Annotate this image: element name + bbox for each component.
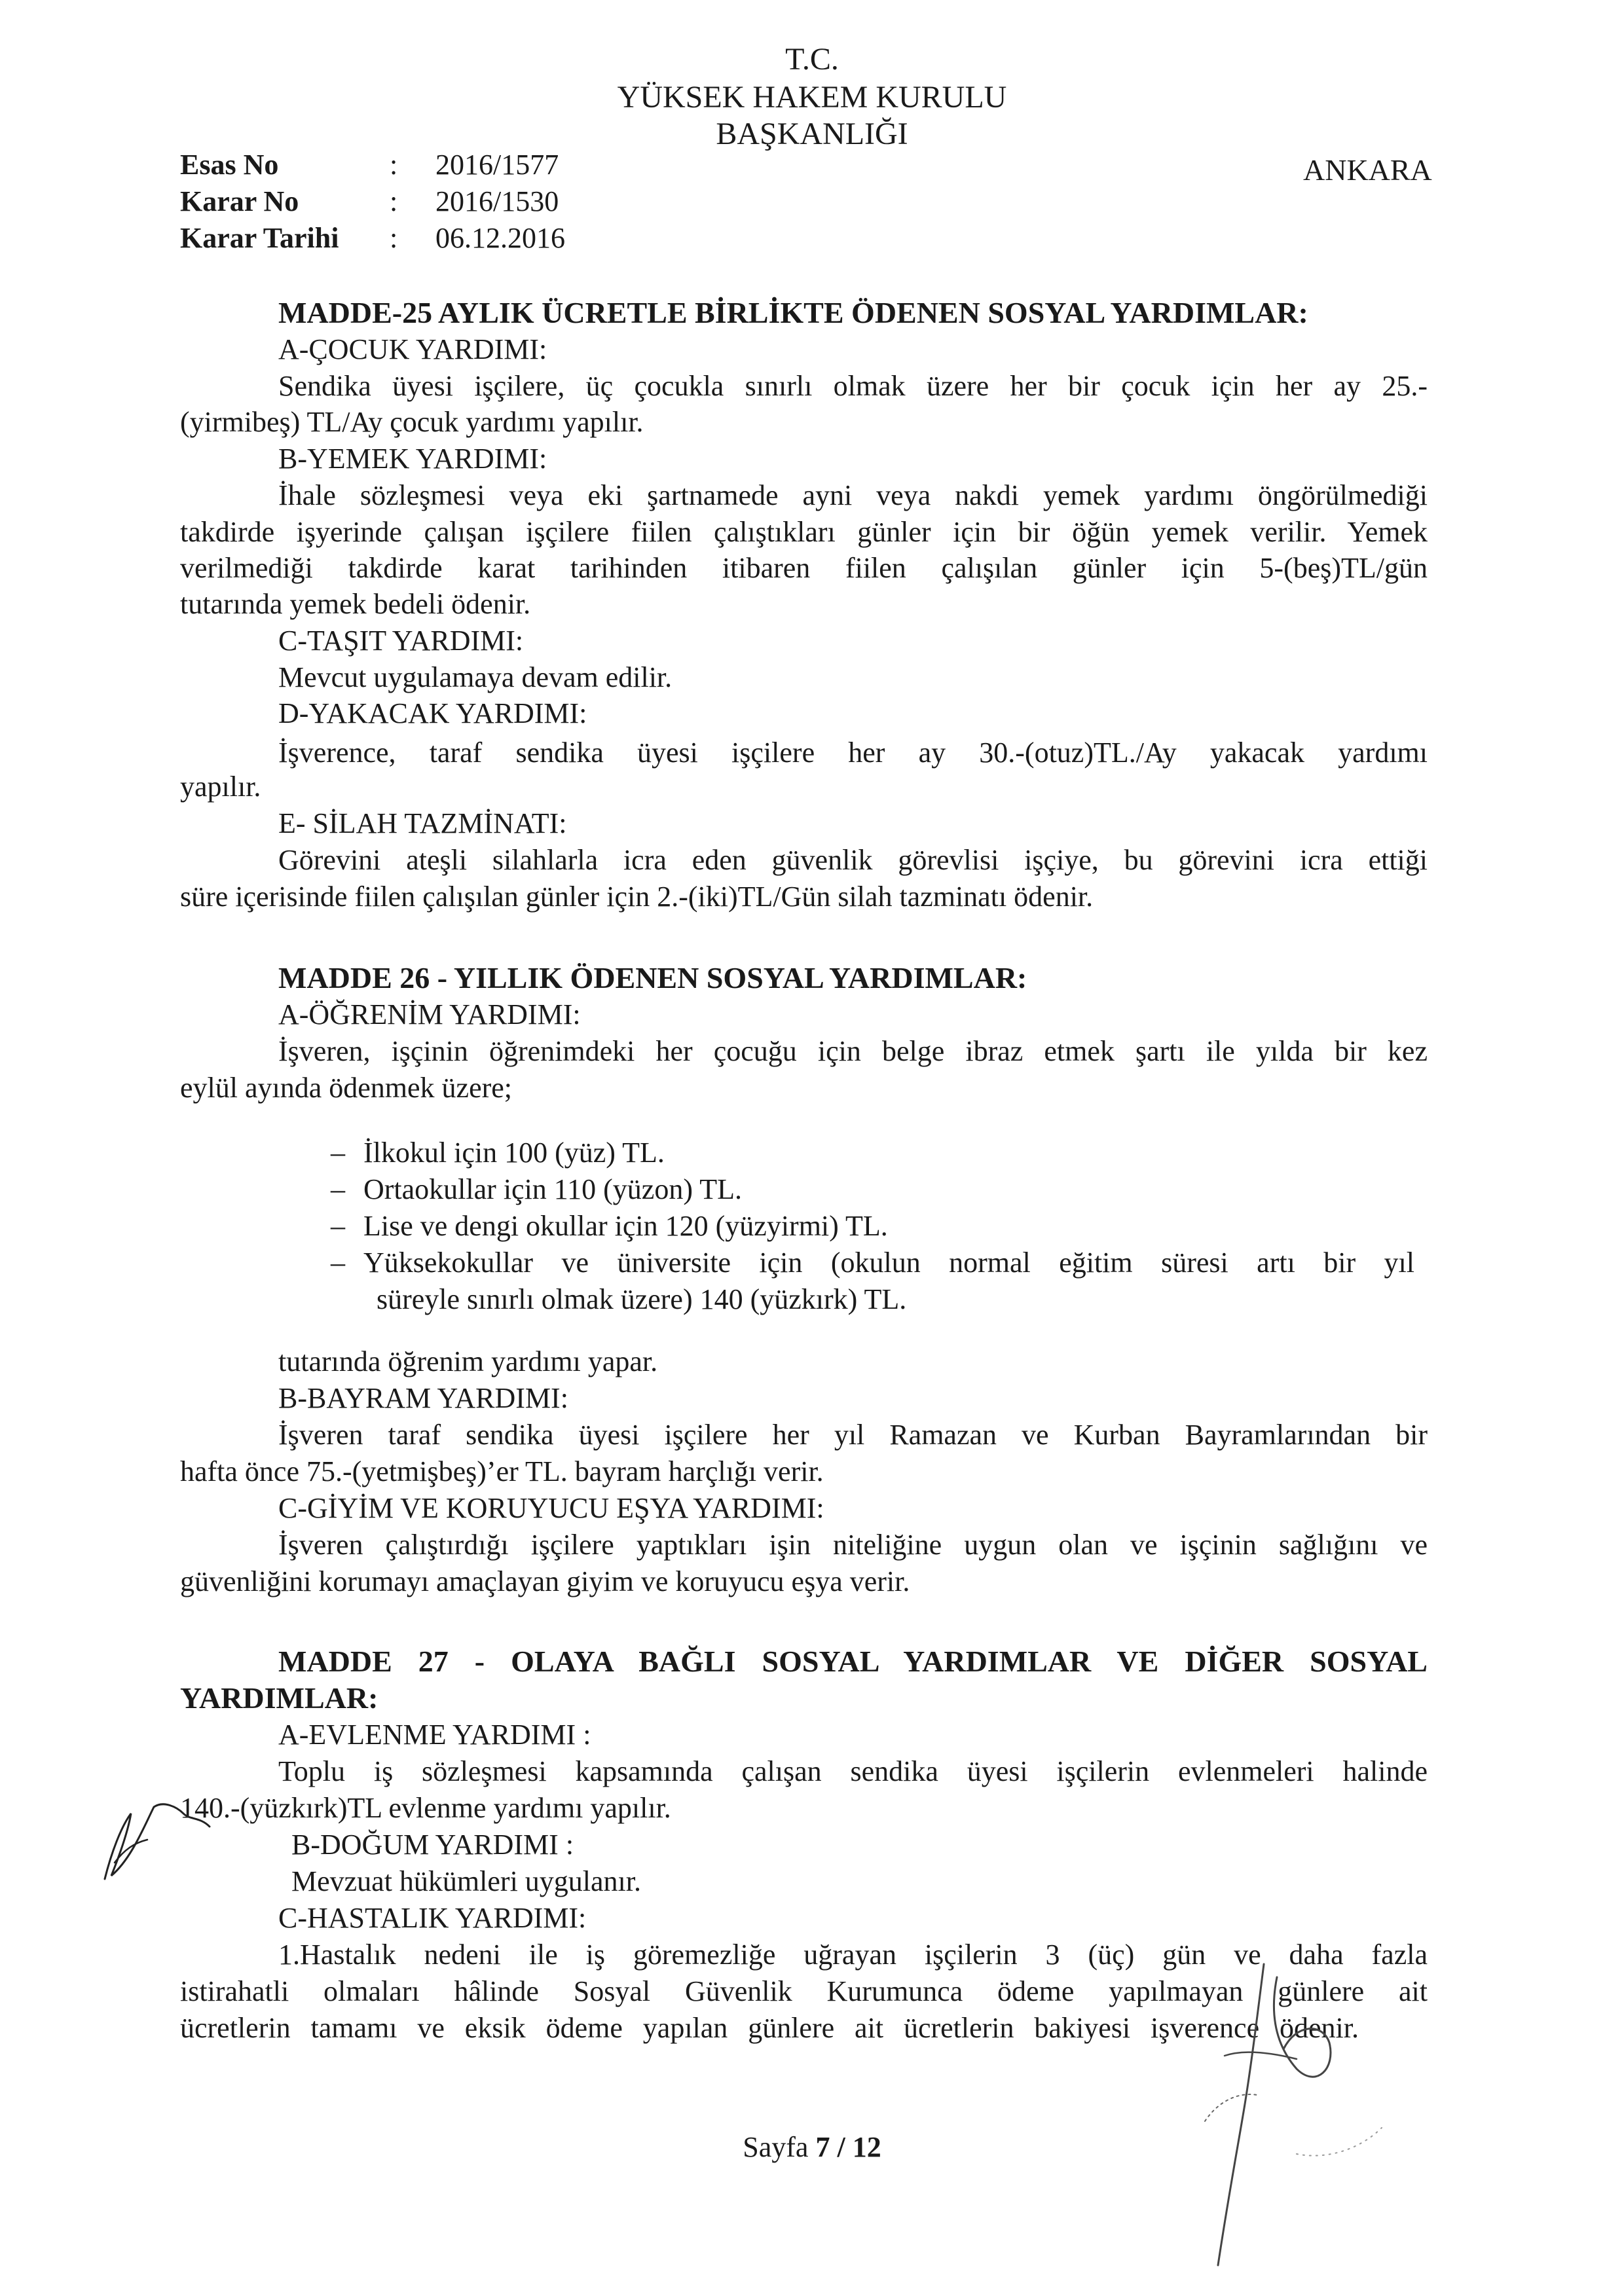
m26-a-title: A-ÖĞRENİM YARDIMI: <box>278 998 581 1030</box>
madde-25-heading: MADDE-25 AYLIK ÜCRETLE BİRLİKTE ÖDENEN SOSYAL YARDIMLAR: <box>278 296 1308 329</box>
m25-c-line1: Mevcut uygulamaya devam edilir. <box>278 661 673 693</box>
header-tc: T.C. <box>785 42 839 77</box>
madde-26-heading: MADDE 26 - YILLIK ÖDENEN SOSYAL YARDIMLAR: <box>278 961 1027 994</box>
m27-b-title: B-DOĞUM YARDIMI : <box>291 1829 574 1861</box>
header-institution: YÜKSEK HAKEM KURULU <box>617 80 1007 115</box>
meta-tarih-value: 06.12.2016 <box>435 222 565 254</box>
meta-esas-label: Esas No <box>180 149 279 181</box>
list-item: – Ortaokullar için 110 (yüzon) TL. <box>331 1173 742 1205</box>
m27-a-line2: 140.-(yüzkırk)TL evlenme yardımı yapılır. <box>180 1792 671 1824</box>
m26-b-line2: hafta önce 75.-(yetmişbeş)’er TL. bayram harçlığı verir. <box>180 1455 824 1487</box>
m27-a-line1: Toplu iş sözleşmesi kapsamında çalışan sendika üyesi işçilerin evlenmeleri halinde <box>278 1755 1428 1787</box>
m26-c-line1: İşveren çalıştırdığı işçilere yaptıkları işin niteliğine uygun olan ve işçinin sağlığını ve <box>278 1529 1428 1561</box>
m27-a-title: A-EVLENME YARDIMI : <box>278 1719 591 1751</box>
m25-d-line2: yapılır. <box>180 771 261 803</box>
m26-c-title: C-GİYİM VE KORUYUCU EŞYA YARDIMI: <box>278 1492 824 1524</box>
meta-colon: : <box>390 185 398 217</box>
meta-karar-row <box>180 183 559 220</box>
meta-esas-row <box>180 147 559 183</box>
m25-b-line2: takdirde işyerinde çalışan işçilere fiilen çalıştıkları günler için bir öğün yemek verilir. Yemek <box>180 516 1428 548</box>
madde-27-heading-line2: YARDIMLAR: <box>180 1681 378 1715</box>
m25-a-title: A-ÇOCUK YARDIMI: <box>278 333 547 365</box>
meta-karar-value: 2016/1530 <box>435 185 559 217</box>
m25-e-title: E- SİLAH TAZMİNATI: <box>278 807 567 839</box>
m26-a-line1: İşveren, işçinin öğrenimdeki her çocuğu için belge ibraz etmek şartı ile yılda bir kez <box>278 1035 1428 1067</box>
m25-b-line1: İhale sözleşmesi veya eki şartnamede ayni veya nakdi yemek yardımı öngörülmediği <box>278 479 1428 511</box>
header-city: ANKARA <box>1303 153 1432 187</box>
m25-d-title: D-YAKACAK YARDIMI: <box>278 697 587 729</box>
handwritten-initials-left <box>92 1787 223 1886</box>
m26-a-after: tutarında öğrenim yardımı yapar. <box>278 1345 658 1377</box>
m25-a-line2: (yirmibeş) TL/Ay çocuk yardımı yapılır. <box>180 406 644 438</box>
list-item: – Lise ve dengi okullar için 120 (yüzyirmi) TL. <box>331 1210 888 1242</box>
m25-b-line3: verilmediği takdirde karat tarihinden itibaren fiilen çalışılan günler için 5-(beş)TL/gün <box>180 552 1428 584</box>
list-item: – Yüksekokullar ve üniversite için (okulun normal eğitim süresi artı bir yıl <box>331 1247 1414 1279</box>
page-number: Sayfa 7 / 12 <box>743 2131 881 2163</box>
m27-c-line1: 1.Hastalık nedeni ile iş göremezliğe uğrayan işçilerin 3 (üç) gün ve daha fazla <box>278 1939 1428 1971</box>
meta-karar-label: Karar No <box>180 185 299 217</box>
m25-b-line4: tutarında yemek bedeli ödenir. <box>180 588 531 620</box>
m25-b-title: B-YEMEK YARDIMI: <box>278 443 547 475</box>
meta-tarih-label: Karar Tarihi <box>180 222 339 254</box>
m25-e-line1: Görevini ateşli silahlarla icra eden güvenlik görevlisi işçiye, bu görevini icra ettiği <box>278 844 1428 876</box>
m25-a-line1: Sendika üyesi işçilere, üç çocukla sınırlı olmak üzere her bir çocuk için her ay 25.- <box>278 370 1428 402</box>
handwritten-signature <box>1166 1938 1428 2278</box>
m26-c-line2: güvenliğini korumayı amaçlayan giyim ve koruyucu eşya verir. <box>180 1565 910 1597</box>
m27-c-line3: ücretlerin tamamı ve eksik ödeme yapılan günlere ait ücretlerin bakiyesi işverence ödenir. <box>180 2012 1359 2044</box>
meta-tarih-row <box>180 220 565 257</box>
m25-e-line2: süre içerisinde fiilen çalışılan günler için 2.-(iki)TL/Gün silah tazminatı ödenir. <box>180 881 1094 913</box>
meta-esas-value: 2016/1577 <box>435 149 559 181</box>
header-presidency: BAŞKANLIĞI <box>716 117 908 151</box>
m27-c-line2: istirahatli olmaları hâlinde Sosyal Güvenlik Kurumunca ödeme yapılmayan günlere ait <box>180 1975 1428 2007</box>
m27-c-title: C-HASTALIK YARDIMI: <box>278 1902 587 1934</box>
m26-b-title: B-BAYRAM YARDIMI: <box>278 1382 568 1414</box>
m26-a-line2: eylül ayında ödenmek üzere; <box>180 1072 513 1104</box>
list-item-continuation: süreyle sınırlı olmak üzere) 140 (yüzkırk) TL. <box>377 1283 907 1315</box>
list-item: – İlkokul için 100 (yüz) TL. <box>331 1137 665 1169</box>
madde-27-heading-line1: MADDE 27 - OLAYA BAĞLI SOSYAL YARDIMLAR VE DİĞER SOSYAL <box>278 1645 1428 1678</box>
m25-d-line1: İşverence, taraf sendika üyesi işçilere her ay 30.-(otuz)TL./Ay yakacak yardımı <box>278 737 1428 769</box>
m26-b-line1: İşveren taraf sendika üyesi işçilere her yıl Ramazan ve Kurban Bayramlarından bir <box>278 1419 1428 1451</box>
meta-colon: : <box>390 222 398 254</box>
m25-c-title: C-TAŞIT YARDIMI: <box>278 625 524 657</box>
m27-b-line1: Mevzuat hükümleri uygulanır. <box>291 1865 641 1897</box>
meta-colon: : <box>390 149 398 181</box>
